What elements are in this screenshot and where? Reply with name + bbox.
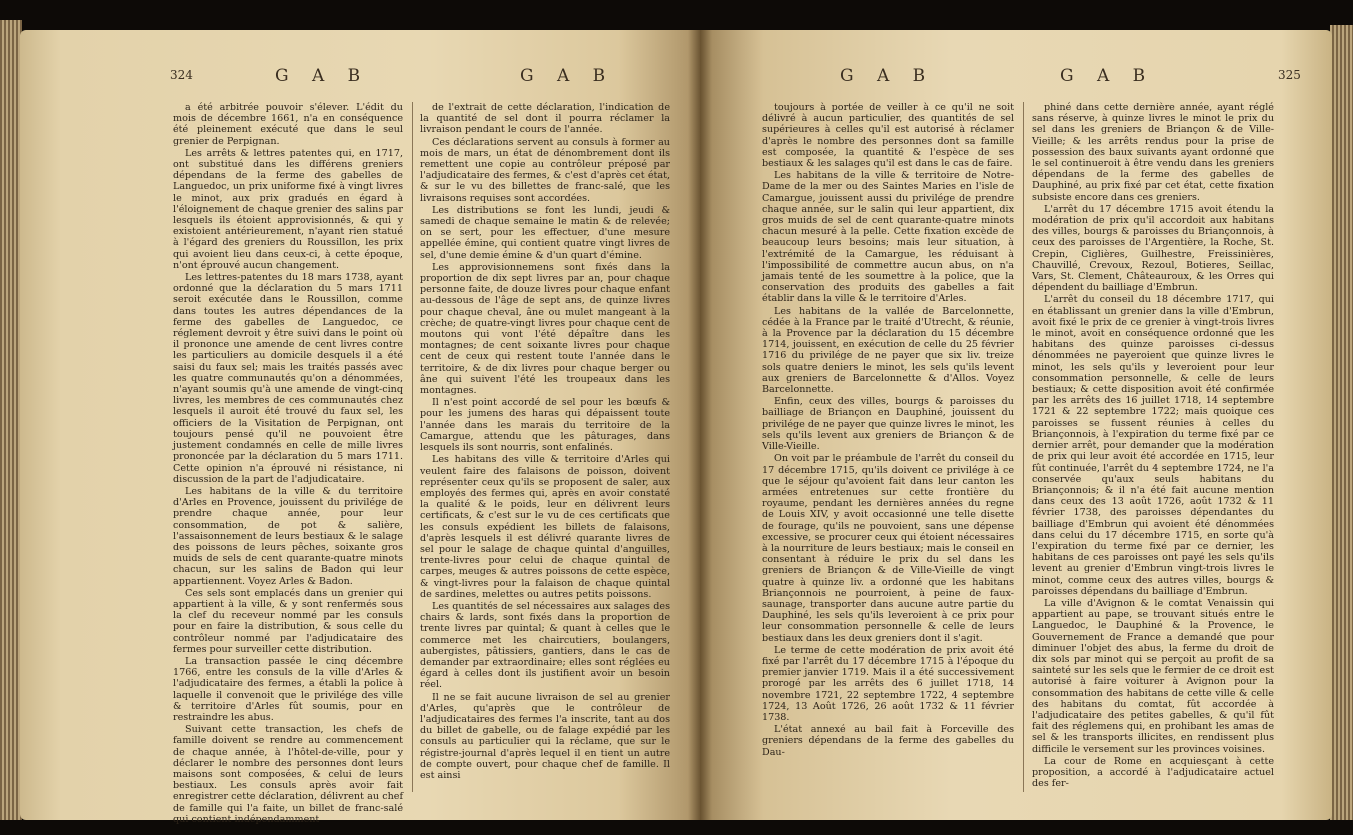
paragraph: Il n'est point accordé de sel pour les bœufs & pour les jumens des haras qui dépaissent toute l'année dans les marais du territoire de la Camargue, attendu que les pâturages, dans lesquels ils sont nourris, sont enfalinés. — [420, 397, 670, 454]
paragraph: Il ne se fait aucune livraison de sel au grenier d'Arles, qu'après que le contrôleur de l'adjudicataires des fermes l'a inscrite, tant au dos du billet de gabelle, ou de falage expédié par les consuls au particulier qui la réclame, que sur le régistre-journal d'après lequel il en tient un autre de compte ouvert, pour chaque chef de famille. Il est ainsi — [420, 691, 670, 781]
paragraph: On voit par le préambule de l'arrêt du conseil du 17 décembre 1715, qu'ils doivent ce privilége à ce que le séjour qu'avoient fait dans leur canton les armées entretenues sur cette frontière du royaume, pendant les dernières années du regne de Louis XIV, y avoit occasionné une telle disette de fourage, qu'ils ne pouvoient, sans une dépense excessive, se procurer ceux qui étoient nécessaires à la nourriture de leurs bestiaux; mais le conseil en consentant à réduire le prix du sel dans les greniers de Briançon & de Ville-Vieille de vingt quatre à quinze liv. a ordonné que les habitans Briançonnois ne pourroient, à peine de faux-saunage, transporter dans aucune autre partie du Dauphiné, les sels qu'ils leveroient à ce prix pour leur consommation personnelle & celle de leurs bestiaux dans les deux greniers dont il s'agit. — [762, 453, 1014, 644]
paragraph: Ces déclarations servent au consuls à former au mois de mars, un état de dénombrement dont ils remettent une copie au contrôleur préposé par l'adjudicataire des fermes, & c'est d'après cet état, & sur le vu des billettes de franc-salé, que les livraisons requises sont accordées. — [420, 136, 670, 204]
paragraph: Les quantités de sel nécessaires aux salages des chairs & lards, sont fixés dans la proportion de trente livres par quintal; & quant à celles que le commerce met les chaircutiers, boulangers, aubergistes, pâtissiers, gantiers, dans le cas de demander par extraordinaire; elles sont réglées eu égard à celles dont ils justifient avoir un besoin réel. — [420, 600, 670, 691]
paragraph: L'arrêt du 17 décembre 1715 avoit étendu la modération de prix qu'il accordoit aux habitans des villes, bourgs & paroisses du Briançonnois, à ceux des paroisses de l'Argentière, la Roche, St. Crepin, Ciglières, Guilhestre, Freissinières, Chauvillé, Crevoux, Rezoul, Botieres, Seillac, Vars, St. Clement, Châteauroux, & les Orres qui dépendent du bailliage d'Embrun. — [1032, 203, 1274, 294]
book-gutter — [688, 30, 712, 820]
paragraph: Les habitans de la ville & du territoire d'Arles en Provence, jouissent du privilége de prendre chaque année, pour leur consommation, de pot & salière, l'assaisonnement de leurs bestiaux & le salage des poissons de leurs pêches, soixante gros muids de sels de cent quarante-quatre minots chacun, sur les salins de Badon qui leur appartiennent. Voyez Arles & Badon. — [173, 485, 403, 587]
page-number: 325 — [1278, 68, 1301, 82]
column-rule — [412, 102, 413, 792]
paragraph: La transaction passée le cinq décembre 1766, entre les consuls de la ville d'Arles & l'adjudicataire des fermes, a établi la police à laquelle il convenoit que le privilége des ville & territoire d'Arles fût soumis, pour en restraindre les abus. — [173, 655, 403, 723]
running-head: G A B — [840, 66, 935, 86]
running-head: G A B — [520, 66, 615, 86]
paragraph: Les lettres-patentes du 18 mars 1738, ayant ordonné que la déclaration du 5 mars 1711 seroit exécutée dans le Roussillon, comme dans toutes les autres dépendances de la ferme des gabelles de Languedoc, ce réglement devroit y être suivi dans le point où il prononce une amende de cent livres contre les particuliers au domicile desquels il a été saisi du faux sel; mais les traités passés avec les quatre communautés qu'on a dénommées, n'ayant soumis qu'à une amende de vingt-cinq livres, les membres de ces communautés chez lesquels il auroit été trouvé du faux sel, les officiers de la Visitation de Perpignan, ont toujours pensé qu'il ne pouvoient être justement condamnés en celle de mille livres prononcée par la déclaration du 5 mars 1711. Cette opinion n'a éprouvé ni résistance, ni discussion de la part de l'adjudicataire. — [173, 272, 403, 485]
page-number: 324 — [170, 68, 193, 82]
paragraph: phiné dans cette dernière année, ayant réglé sans réserve, à quinze livres le minot le prix du sel dans les greniers de Briançon & de Ville-Vieille; & les arrêts rendus pour la prise de possession des baux suivants ayant ordonné que le sel continueroit à être vendu dans les greniers dépendans de la ferme des gabelles de Dauphiné, au prix fixé par cet état, cette fixation subsiste encore dans ces greniers. — [1032, 102, 1274, 203]
text-column-2 — [420, 102, 670, 802]
paragraph: La cour de Rome en acquiesçant à cette proposition, a accordé à l'adjudicataire actuel des fer- — [1032, 755, 1274, 790]
column-rule — [1023, 102, 1024, 792]
right-page-edges — [1330, 25, 1353, 820]
paragraph: Les habitans de la vallée de Barcelonnette, cédée à la France par le traité d'Utrecht, & réunie, à la Provence par la déclaration du 15 décembre 1714, jouissent, en exécution de celle du 25 février 1716 du privilége de ne payer que six liv. treize sols quatre deniers le minot, les sels qu'ils levent aux greniers de Barcelonnette & d'Allos. Voyez Barcelonnette. — [762, 305, 1014, 396]
right-page — [700, 30, 1332, 820]
text-column-2 — [1032, 102, 1274, 802]
paragraph: a été arbitrée pouvoir s'élever. L'édit du mois de décembre 1661, n'a en conséquence été pleinement exécuté que dans le seul grenier de Perpignan. — [173, 102, 403, 147]
paragraph: Les habitans des ville & territoire d'Arles qui veulent faire des falaisons de poisson, doivent représenter ceux qu'ils se proposent de saler, aux employés des fermes qui, après en avoir constaté la qualité & le poids, leur en délivrent leurs certificats, & c'est sur le vu de ces certificats que les consuls expédient les billets de falaisons, d'après lesquels il est délivré quarante livres de sel pour le salage de chaque quintal d'anguilles, trente-livres pour celui de chaque quintal de carpes, meuges & autres poissons de cette espèce, & vingt-livres pour la falaison de chaque quintal de sardines, melettes ou autres petits poissons. — [420, 454, 670, 600]
paragraph: Suivant cette transaction, les chefs de famille doivent se rendre au commencement de chaque année, à l'hôtel-de-ville, pour y déclarer le nombre des personnes dont leurs maisons sont composées, & celui de leurs bestiaux. Les consuls après avoir fait enregistrer cette déclaration, délivrent au chef de famille qui l'a faite, un billet de franc-salé qui contient indépendamment — [173, 724, 403, 825]
left-page — [20, 30, 700, 825]
paragraph: L'état annexé au bail fait à Forceville des greniers dépendans de la ferme des gabelles du Dau- — [762, 724, 1014, 758]
paragraph: Les approvisionnemens sont fixés dans la proportion de dix sept livres par an, pour chaque personne faite, de douze livres pour chaque enfant au-dessous de l'âge de sept ans, de quinze livres pour chaque cheval, âne ou mulet mangeant à la crèche; de quatre-vingt livres pour chaque cent de moutons qui vont l'été dépaître dans les montagnes; de cent soixante livres pour chaque cent de ceux qui restent toute l'année dans le territoire, & de dix livres pour chaque berger ou âne qui suivent l'été les troupeaux dans les montagnes. — [420, 261, 670, 397]
paragraph: Ces sels sont emplacés dans un grenier qui appartient à la ville, & y sont renfermés sous la clef du receveur nommé par les consuls pour en faire la distribution, & sous celle du contrôleur nommé par l'adjudicataire des fermes pour surveiller cette distribution. — [173, 587, 403, 655]
paragraph: Les distributions se font les lundi, jeudi & samedi de chaque semaine le matin & de relevée; on se sert, pour les effectuer, d'une mesure appellée émine, qui contient quatre vingt livres de sel, d'une demie émine & d'un quart d'émine. — [420, 204, 670, 261]
running-head: G A B — [275, 66, 370, 86]
paragraph: Enfin, ceux des villes, bourgs & paroisses du bailliage de Briançon en Dauphiné, jouissent du privilége de ne payer que quinze livres le minot, les sels qu'ils levent aux greniers de Briançon & de Ville-Vieille. — [762, 396, 1014, 453]
text-column-1 — [173, 102, 403, 825]
paragraph: Les arrêts & lettres patentes qui, en 1717, ont substitué dans les différens greniers dépendans de la ferme des gabelles de Languedoc, un prix uniforme fixé à vingt livres le minot, aux prix gradués en égard à l'éloignement de chaque grenier des salins par lesquels ils étoient approvisionnés, & qui y existoient antérieurement, n'ayant rien statué à l'égard des greniers du Roussillon, les prix qui avoient lieu dans ceux-ci, à cette époque, n'ont éprouvé aucun changement. — [173, 147, 403, 271]
running-head: G A B — [1060, 66, 1155, 86]
paragraph: Le terme de cette modération de prix avoit été fixé par l'arrêt du 17 décembre 1715 à l'époque du premier janvier 1719. Mais il a été successivement prorogé par les arrêts des 6 juillet 1718, 14 novembre 1721, 22 septembre 1722, 4 septembre 1724, 13 Août 1726, 26 août 1732 & 11 février 1738. — [762, 644, 1014, 723]
text-column-1 — [762, 102, 1014, 802]
paragraph: Les habitans de la ville & territoire de Notre-Dame de la mer ou des Saintes Maries en l'isle de Camargue, jouissent aussi du privilége de prendre chaque année, sur le salin qui leur appartient, dix gros muids de sel de cent quarante-quatre minots chacun mesuré à la pelle. Cette fixation excède de beaucoup leurs besoins; mais leur situation, à l'extrémité de la Camargue, les réduisant à l'impossibilité de commettre aucun abus, on n'a jamais tenté de les soumettre à la police, que la conservation des produits des gabelles a fait établir dans la ville & le territoire d'Arles. — [762, 170, 1014, 305]
left-page-edges — [0, 20, 22, 820]
paragraph: de l'extrait de cette déclaration, l'indication de la quantité de sel dont il pourra réclamer la livraison pendant le cours de l'année. — [420, 102, 670, 136]
paragraph: La ville d'Avignon & le comtat Venaissin qui appartient au pape, se trouvant situés entre le Languedoc, le Dauphiné & la Provence, le Gouvernement de France a demandé que pour diminuer l'objet des abus, la ferme du droit de dix sols par minot qui se perçoit au profit de sa sainteté sur les sels que le fermier de ce droit est autorisé à faire voiturer à Avignon pour la consommation des habitans de cette ville & celle des habitans du comtat, fût accordée à l'adjudicataire des petites gabelles, & qu'il fût fait des réglemens qui, en prohibant les amas de sel & les transports illicites, en rendissent plus difficile le versement sur les provinces voisines. — [1032, 597, 1274, 755]
paragraph: toujours à portée de veiller à ce qu'il ne soit délivré à aucun particulier, des quantités de sel supérieures à celles qu'il est autorisé à réclamer d'après le nombre des personnes dont sa famille est composée, la quantité & l'espèce de ses bestiaux & les salages qu'il est dans le cas de faire. — [762, 102, 1014, 170]
paragraph: L'arrêt du conseil du 18 décembre 1717, qui en établissant un grenier dans la ville d'Embrun, avoit fixé le prix de ce grenier à vingt-trois livres le minot, avoit en conséquence ordonné que les habitans des quinze paroisses ci-dessus dénommées ne payeroient que quinze livres le minot, les sels qu'ils y leveroient pour leur consommation personnelle, & celle de leurs bestiaux; & cette disposition avoit été confirmée par les arrêts des 16 juillet 1718, 14 septembre 1721 & 22 septembre 1722; mais quoique ces paroisses se fussent réunies à celles du Briançonnois, à l'expiration du terme fixé par ce dernier arrêt, pour demander que la modération de prix qui leur avoit été accordée en 1715, leur fût continuée, l'arrêt du 4 septembre 1724, ne l'a conservée qu'aux seuls habitans du Briançonnois; & il n'a été fait aucune mention dans ceux des 13 août 1726, août 1732 & 11 février 1738, des paroisses dépendantes du bailliage d'Embrun qui avoient été dénommées dans celui du 17 décembre 1715, en sorte qu'à l'expiration du terme fixé par ce dernier, les habitans de ces paroisses ont payé les sels qu'ils levent au grenier d'Embrun vingt-trois livres le minot, comme ceux des autres villes, bourgs & paroisses dépendans du bailliage d'Embrun. — [1032, 294, 1274, 597]
